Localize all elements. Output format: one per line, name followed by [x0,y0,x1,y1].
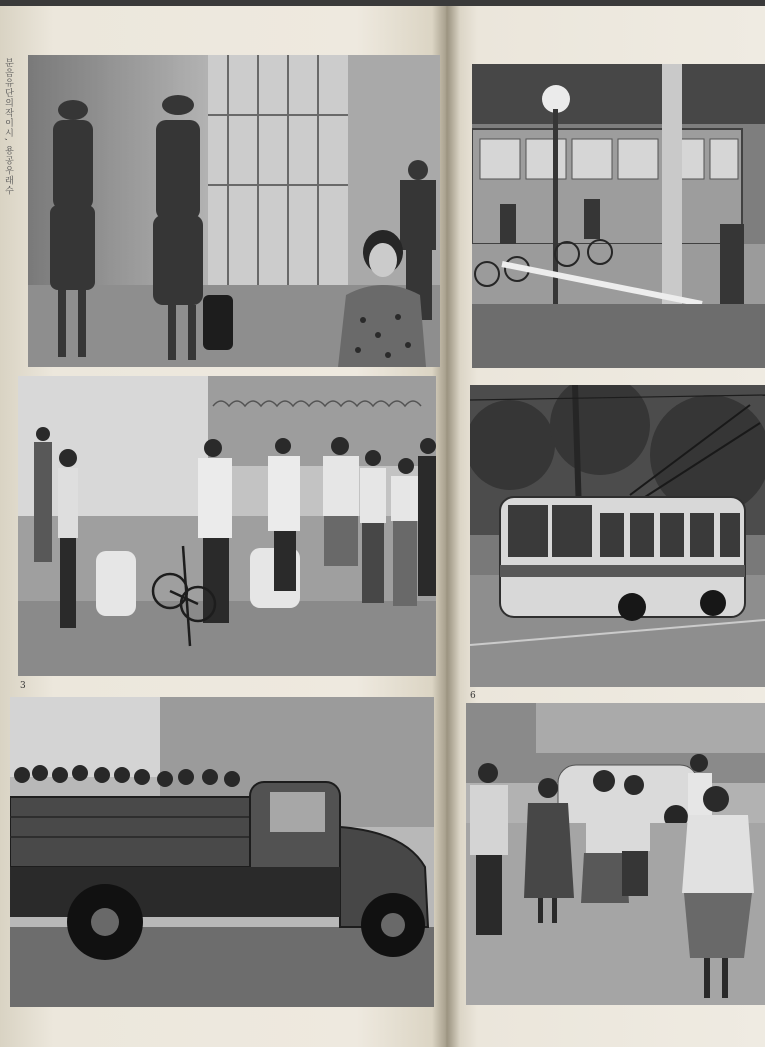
caption-number-6: 6 [470,691,476,701]
caption-number-3: 3 [20,681,26,691]
photo-women-walking [466,703,765,1005]
photo-group-sidewalk [18,376,436,676]
top-edge [0,0,765,6]
photo-trolleybus [470,385,765,687]
photo-cyclists-bus [472,64,765,368]
photo-pedestrians-building [28,55,440,367]
photo-truck-crowd [10,697,434,1007]
margin-vertical-text: 분음유단의작이시, 용공우래수 [3,58,13,196]
